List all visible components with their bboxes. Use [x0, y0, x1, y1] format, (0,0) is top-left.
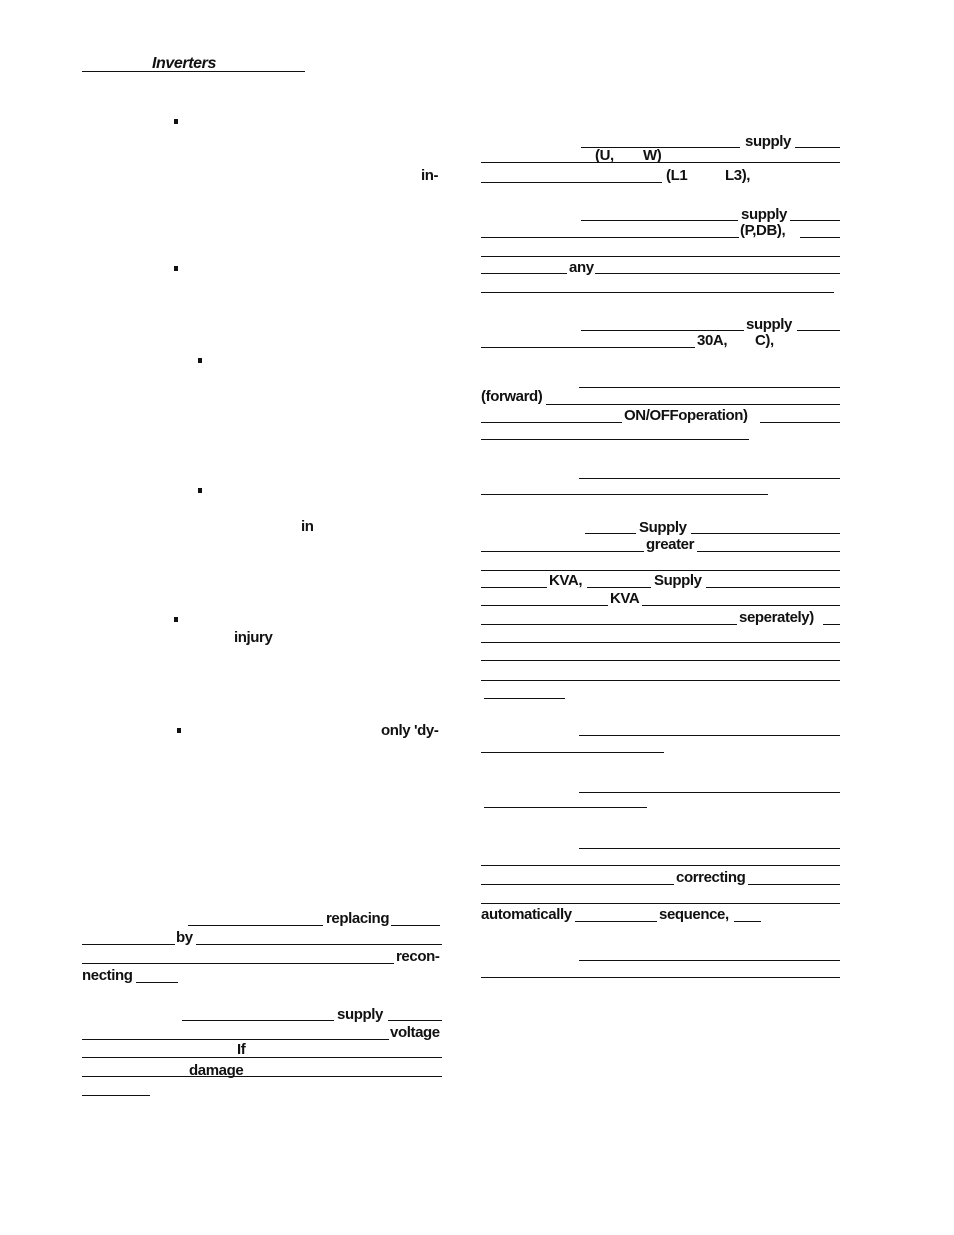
left-rule-10	[82, 1057, 442, 1058]
right-rule-9	[481, 256, 840, 257]
right-rule-12	[481, 292, 834, 293]
bullet-6	[177, 728, 181, 733]
word-damage: damage	[189, 1062, 244, 1079]
word-l1: (L1	[666, 167, 688, 184]
word-forward: (forward)	[481, 388, 543, 405]
word-sequence: sequence,	[659, 906, 729, 923]
right-rule-22	[481, 494, 768, 495]
word-supply-3: supply	[746, 316, 792, 333]
right-rule-5	[581, 220, 738, 221]
word-if: If	[237, 1041, 246, 1058]
right-rule-10	[481, 273, 567, 274]
word-replacing: replacing	[326, 910, 390, 927]
left-rule-2	[391, 925, 440, 926]
right-rule-47	[481, 903, 840, 904]
word-recon: recon-	[396, 948, 440, 965]
word-in-hyphen: in-	[421, 167, 439, 184]
word-l3: L3),	[725, 167, 751, 184]
right-rule-7	[481, 237, 739, 238]
right-rule-48	[575, 921, 657, 922]
bullet-3	[198, 358, 202, 363]
left-rule-1	[188, 925, 323, 926]
bullet-1	[174, 119, 178, 124]
word-supply-1: supply	[745, 133, 791, 150]
right-rule-49	[734, 921, 761, 922]
right-rule-11	[595, 273, 840, 274]
right-rule-24	[691, 533, 840, 534]
right-rule-26	[697, 551, 840, 552]
right-rule-8	[800, 237, 840, 238]
right-rule-6	[790, 220, 840, 221]
word-correcting: correcting	[676, 869, 746, 886]
left-rule-12	[82, 1095, 150, 1096]
right-rule-2	[795, 147, 840, 148]
right-rule-45	[481, 884, 674, 885]
right-rule-44	[481, 865, 840, 866]
right-rule-4	[481, 182, 662, 183]
left-rule-6	[136, 982, 178, 983]
bullet-5	[174, 617, 178, 622]
right-rule-29	[587, 587, 651, 588]
left-rule-9	[82, 1039, 389, 1040]
left-rule-8	[388, 1020, 442, 1021]
right-rule-33	[481, 624, 737, 625]
right-rule-19	[760, 422, 840, 423]
left-rule-3	[82, 944, 175, 945]
word-greater: greater	[646, 536, 695, 553]
right-rule-20	[481, 439, 749, 440]
left-rule-7	[182, 1020, 334, 1021]
word-injury: injury	[234, 629, 273, 646]
word-30a: 30A,	[697, 332, 728, 349]
right-rule-13	[581, 330, 744, 331]
header-title: Inverters	[152, 55, 216, 72]
word-onoff: ON/OFFoperation)	[624, 407, 748, 424]
right-rule-51	[481, 977, 840, 978]
right-rule-25	[481, 551, 644, 552]
right-rule-43	[579, 848, 840, 849]
right-rule-37	[481, 680, 840, 681]
left-rule-11	[82, 1076, 442, 1077]
word-supply-5: Supply	[654, 572, 702, 589]
right-rule-15	[481, 347, 695, 348]
bullet-2	[174, 266, 178, 271]
right-rule-17	[546, 404, 840, 405]
word-necting: necting	[82, 967, 133, 984]
right-rule-36	[481, 660, 840, 661]
word-automatically: automatically	[481, 906, 572, 923]
word-c: C),	[755, 332, 774, 349]
word-kva-2: KVA	[610, 590, 640, 607]
right-rule-42	[484, 807, 647, 808]
right-rule-39	[579, 735, 840, 736]
right-rule-38	[484, 698, 565, 699]
bullet-4	[198, 488, 202, 493]
right-rule-34	[823, 624, 840, 625]
right-rule-28	[481, 587, 547, 588]
right-rule-21	[579, 478, 840, 479]
right-rule-27	[481, 570, 840, 571]
word-seperately: seperately)	[739, 609, 814, 626]
right-rule-30	[706, 587, 840, 588]
word-supply-2: supply	[741, 206, 787, 223]
right-rule-32	[642, 605, 840, 606]
right-rule-46	[748, 884, 840, 885]
right-rule-50	[579, 960, 840, 961]
word-supply-4: Supply	[639, 519, 687, 536]
word-only-dy: only 'dy-	[381, 722, 439, 739]
right-rule-35	[481, 642, 840, 643]
word-kva-1: KVA,	[549, 572, 583, 589]
right-rule-41	[579, 792, 840, 793]
left-rule-5	[82, 963, 394, 964]
word-in: in	[301, 518, 314, 535]
right-rule-31	[481, 605, 608, 606]
right-rule-18	[481, 422, 622, 423]
word-pdb: (P,DB),	[740, 222, 786, 239]
left-rule-4	[196, 944, 442, 945]
word-supply-left: supply	[337, 1006, 383, 1023]
right-rule-23	[585, 533, 636, 534]
right-rule-16	[579, 387, 840, 388]
word-any: any	[569, 259, 594, 276]
word-by: by	[176, 929, 193, 946]
word-voltage: voltage	[390, 1024, 440, 1041]
right-rule-14	[797, 330, 840, 331]
word-w: W)	[643, 147, 662, 164]
right-rule-40	[481, 752, 664, 753]
word-uw: (U,	[595, 147, 614, 164]
